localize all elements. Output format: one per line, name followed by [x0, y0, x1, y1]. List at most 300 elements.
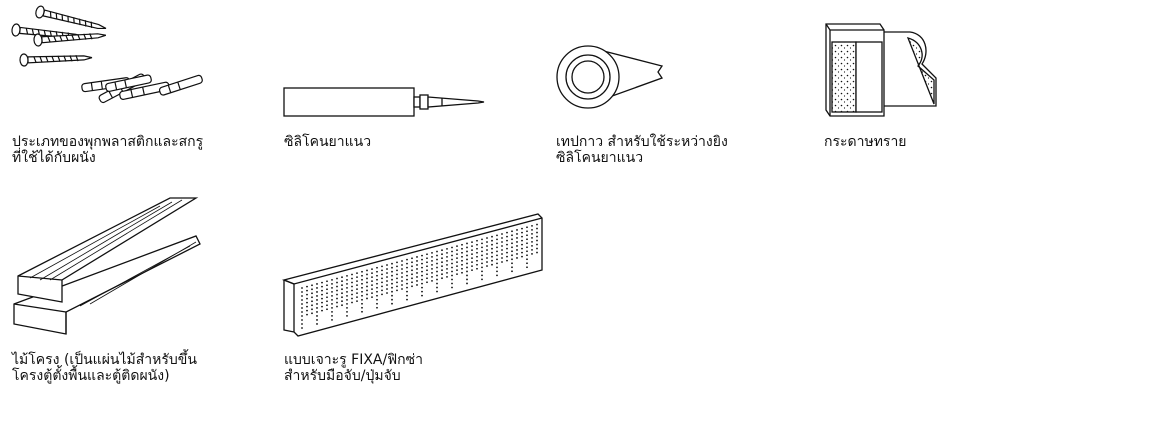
template-hole	[506, 252, 508, 254]
template-hole	[301, 287, 303, 289]
template-hole	[431, 256, 433, 258]
template-hole	[446, 276, 448, 278]
template-hole	[431, 268, 433, 270]
template-hole	[351, 282, 353, 284]
template-hole	[416, 256, 418, 258]
template-hole	[471, 253, 473, 255]
template-hole	[361, 311, 363, 313]
template-hole	[536, 244, 538, 246]
template-hole	[396, 273, 398, 275]
template-hole	[426, 261, 428, 263]
template-hole	[501, 245, 503, 247]
template-hole	[431, 252, 433, 254]
template-hole	[346, 291, 348, 293]
template-hole	[366, 290, 368, 292]
template-hole	[336, 302, 338, 304]
template-hole	[536, 224, 538, 226]
template-hole	[341, 280, 343, 282]
template-hole	[321, 306, 323, 308]
drilling-template-icon	[282, 212, 546, 338]
template-hole	[526, 230, 528, 232]
template-hole	[511, 250, 513, 252]
template-hole	[326, 296, 328, 298]
template-hole	[301, 315, 303, 317]
template-hole	[356, 300, 358, 302]
template-hole	[366, 278, 368, 280]
template-hole	[406, 267, 408, 269]
template-hole	[366, 286, 368, 288]
template-hole	[486, 253, 488, 255]
template-hole	[416, 284, 418, 286]
template-hole	[331, 319, 333, 321]
template-hole	[316, 307, 318, 309]
template-hole	[311, 304, 313, 306]
template-hole	[456, 269, 458, 271]
template-hole	[521, 236, 523, 238]
template-hole	[446, 248, 448, 250]
template-hole	[306, 290, 308, 292]
template-hole	[396, 285, 398, 287]
template-hole	[411, 277, 413, 279]
template-hole	[306, 294, 308, 296]
template-hole	[481, 239, 483, 241]
template-hole	[481, 247, 483, 249]
template-hole	[361, 275, 363, 277]
template-hole	[451, 271, 453, 273]
template-hole	[456, 245, 458, 247]
sandpaper-block-icon	[822, 20, 942, 120]
template-hole	[326, 304, 328, 306]
caption-line-1: ประเภทของพุกพลาสติกและสกรู	[12, 134, 204, 150]
template-hole	[451, 247, 453, 249]
template-hole	[446, 252, 448, 254]
template-hole	[346, 303, 348, 305]
template-hole	[406, 299, 408, 301]
template-hole	[501, 249, 503, 251]
template-hole	[411, 261, 413, 263]
template-hole	[426, 269, 428, 271]
template-hole	[486, 237, 488, 239]
template-hole	[486, 249, 488, 251]
caption-line-2: ที่ใช้ได้กับผนัง	[12, 150, 96, 166]
caption-line-1: เทปกาว สำหรับใช้ระหว่างยิง	[556, 134, 728, 150]
template-hole	[456, 265, 458, 267]
template-hole	[516, 257, 518, 259]
template-hole	[471, 261, 473, 263]
template-hole	[391, 291, 393, 293]
template-hole	[471, 269, 473, 271]
template-hole	[531, 253, 533, 255]
template-hole	[421, 295, 423, 297]
template-hole	[436, 287, 438, 289]
template-hole	[421, 259, 423, 261]
template-hole	[316, 303, 318, 305]
template-hole	[301, 299, 303, 301]
template-hole	[526, 234, 528, 236]
template-hole	[301, 319, 303, 321]
template-hole	[441, 269, 443, 271]
template-hole	[456, 257, 458, 259]
template-hole	[391, 275, 393, 277]
template-hole	[341, 304, 343, 306]
template-hole	[416, 268, 418, 270]
template-hole	[376, 267, 378, 269]
template-hole	[401, 264, 403, 266]
template-hole	[451, 267, 453, 269]
template-hole	[341, 300, 343, 302]
template-hole	[406, 275, 408, 277]
template-hole	[536, 240, 538, 242]
template-hole	[376, 283, 378, 285]
template-hole	[531, 245, 533, 247]
template-hole	[386, 284, 388, 286]
template-hole	[511, 266, 513, 268]
template-hole	[426, 265, 428, 267]
template-hole	[341, 292, 343, 294]
template-hole	[496, 250, 498, 252]
template-hole	[356, 280, 358, 282]
template-hole	[316, 311, 318, 313]
template-hole	[336, 278, 338, 280]
template-hole	[386, 268, 388, 270]
template-hole	[301, 311, 303, 313]
template-hole	[351, 290, 353, 292]
template-hole	[461, 248, 463, 250]
template-hole	[376, 291, 378, 293]
template-hole	[516, 249, 518, 251]
template-hole	[526, 242, 528, 244]
template-hole	[441, 253, 443, 255]
template-hole	[406, 283, 408, 285]
template-hole	[416, 280, 418, 282]
template-hole	[381, 294, 383, 296]
template-hole	[526, 266, 528, 268]
template-hole	[491, 264, 493, 266]
template-hole	[476, 256, 478, 258]
template-hole	[361, 279, 363, 281]
template-hole	[496, 270, 498, 272]
template-hole	[316, 283, 318, 285]
template-hole	[496, 254, 498, 256]
template-hole	[451, 279, 453, 281]
template-hole	[521, 248, 523, 250]
template-hole	[436, 283, 438, 285]
template-hole	[491, 236, 493, 238]
template-hole	[356, 296, 358, 298]
template-hole	[371, 272, 373, 274]
template-hole	[361, 283, 363, 285]
template-hole	[461, 252, 463, 254]
template-hole	[351, 302, 353, 304]
caption-line-1: ไม้โครง (เป็นแผ่นไม้สำหรับขึ้น	[12, 352, 197, 368]
template-hole	[411, 257, 413, 259]
template-hole	[341, 296, 343, 298]
template-hole	[406, 279, 408, 281]
template-hole	[411, 269, 413, 271]
template-hole	[336, 290, 338, 292]
template-hole	[481, 263, 483, 265]
template-hole	[526, 254, 528, 256]
template-hole	[366, 270, 368, 272]
template-hole	[421, 291, 423, 293]
template-hole	[391, 299, 393, 301]
template-hole	[331, 311, 333, 313]
template-hole	[376, 303, 378, 305]
template-hole	[501, 253, 503, 255]
template-hole	[326, 284, 328, 286]
template-hole	[491, 260, 493, 262]
template-hole	[371, 280, 373, 282]
template-hole	[441, 257, 443, 259]
template-hole	[386, 264, 388, 266]
template-hole	[361, 271, 363, 273]
template-hole	[386, 280, 388, 282]
template-hole	[346, 307, 348, 309]
template-hole	[511, 234, 513, 236]
template-hole	[381, 278, 383, 280]
template-hole	[371, 292, 373, 294]
template-hole	[326, 288, 328, 290]
template-hole	[326, 280, 328, 282]
template-hole	[376, 299, 378, 301]
template-hole	[516, 241, 518, 243]
template-hole	[511, 254, 513, 256]
template-hole	[461, 260, 463, 262]
template-hole	[466, 283, 468, 285]
template-hole	[481, 275, 483, 277]
template-hole	[366, 274, 368, 276]
template-hole	[336, 306, 338, 308]
template-hole	[521, 240, 523, 242]
template-hole	[516, 233, 518, 235]
template-hole	[381, 270, 383, 272]
template-hole	[331, 283, 333, 285]
template-hole	[406, 295, 408, 297]
template-hole	[481, 251, 483, 253]
template-hole	[326, 292, 328, 294]
template-hole	[461, 268, 463, 270]
template-hole	[451, 263, 453, 265]
template-hole	[436, 259, 438, 261]
template-hole	[451, 283, 453, 285]
template-hole	[306, 286, 308, 288]
template-hole	[481, 279, 483, 281]
template-hole	[491, 240, 493, 242]
template-hole	[406, 259, 408, 261]
template-hole	[451, 287, 453, 289]
template-hole	[371, 288, 373, 290]
template-hole	[431, 276, 433, 278]
template-hole	[381, 274, 383, 276]
template-hole	[376, 275, 378, 277]
template-hole	[436, 263, 438, 265]
template-hole	[306, 314, 308, 316]
template-hole	[426, 273, 428, 275]
template-hole	[356, 272, 358, 274]
template-hole	[511, 258, 513, 260]
template-hole	[436, 267, 438, 269]
template-hole	[391, 271, 393, 273]
template-hole	[331, 303, 333, 305]
template-hole	[346, 311, 348, 313]
template-hole	[431, 280, 433, 282]
template-hole	[526, 238, 528, 240]
template-hole	[421, 279, 423, 281]
template-hole	[396, 277, 398, 279]
caption-line-2: ซิลิโคนยาแนว	[556, 150, 644, 166]
template-hole	[456, 273, 458, 275]
template-hole	[346, 283, 348, 285]
template-hole	[326, 308, 328, 310]
template-hole	[346, 295, 348, 297]
template-hole	[421, 267, 423, 269]
template-hole	[451, 275, 453, 277]
template-hole	[386, 272, 388, 274]
template-hole	[351, 274, 353, 276]
template-hole	[516, 237, 518, 239]
template-hole	[356, 284, 358, 286]
template-hole	[536, 248, 538, 250]
template-hole	[406, 271, 408, 273]
template-hole	[496, 258, 498, 260]
template-hole	[306, 310, 308, 312]
template-hole	[351, 294, 353, 296]
template-hole	[356, 292, 358, 294]
template-hole	[396, 281, 398, 283]
template-hole	[421, 255, 423, 257]
template-hole	[346, 279, 348, 281]
template-hole	[391, 303, 393, 305]
template-hole	[316, 299, 318, 301]
template-hole	[521, 232, 523, 234]
template-hole	[346, 299, 348, 301]
template-hole	[376, 307, 378, 309]
template-hole	[416, 264, 418, 266]
caption-line-1: แบบเจาะรู FIXA/ฟิกซ่า	[284, 352, 423, 368]
template-hole	[361, 291, 363, 293]
template-hole	[426, 257, 428, 259]
template-hole	[396, 289, 398, 291]
template-hole	[456, 261, 458, 263]
template-hole	[441, 277, 443, 279]
template-hole	[416, 260, 418, 262]
template-hole	[386, 288, 388, 290]
template-hole	[301, 323, 303, 325]
template-hole	[311, 300, 313, 302]
template-hole	[511, 246, 513, 248]
template-hole	[531, 237, 533, 239]
template-hole	[341, 276, 343, 278]
caption-line-1: ซิลิโคนยาแนว	[284, 134, 372, 150]
template-hole	[481, 267, 483, 269]
template-hole	[301, 295, 303, 297]
template-hole	[306, 298, 308, 300]
template-hole	[431, 260, 433, 262]
template-hole	[481, 271, 483, 273]
template-hole	[386, 276, 388, 278]
template-hole	[506, 244, 508, 246]
template-hole	[321, 298, 323, 300]
template-hole	[496, 266, 498, 268]
template-hole	[321, 302, 323, 304]
template-hole	[376, 287, 378, 289]
template-hole	[516, 253, 518, 255]
template-hole	[466, 251, 468, 253]
template-hole	[436, 271, 438, 273]
template-hole	[491, 248, 493, 250]
template-hole	[411, 265, 413, 267]
template-hole	[521, 228, 523, 230]
template-hole	[536, 236, 538, 238]
template-hole	[321, 310, 323, 312]
template-hole	[531, 249, 533, 251]
template-hole	[476, 248, 478, 250]
template-hole	[401, 288, 403, 290]
template-hole	[471, 241, 473, 243]
template-hole	[371, 284, 373, 286]
template-hole	[506, 236, 508, 238]
template-hole	[456, 249, 458, 251]
template-hole	[391, 267, 393, 269]
template-hole	[401, 272, 403, 274]
template-hole	[506, 260, 508, 262]
template-hole	[321, 286, 323, 288]
caption-line-2: โครงตู้ตั้งพื้นและตู้ติดผนัง)	[12, 368, 170, 384]
template-hole	[486, 257, 488, 259]
template-hole	[466, 255, 468, 257]
template-hole	[451, 251, 453, 253]
template-hole	[501, 261, 503, 263]
template-hole	[391, 283, 393, 285]
template-hole	[531, 225, 533, 227]
caption-line-2: สำหรับมือจับ/ปุ่มจับ	[284, 368, 401, 384]
template-hole	[511, 242, 513, 244]
template-hole	[311, 312, 313, 314]
template-hole	[486, 261, 488, 263]
template-hole	[406, 263, 408, 265]
template-hole	[501, 237, 503, 239]
template-hole	[406, 291, 408, 293]
template-hole	[321, 282, 323, 284]
template-hole	[346, 315, 348, 317]
template-hole	[451, 259, 453, 261]
template-hole	[421, 271, 423, 273]
template-hole	[476, 260, 478, 262]
template-hole	[406, 287, 408, 289]
tape-roll-icon	[554, 44, 664, 110]
template-hole	[421, 283, 423, 285]
template-hole	[351, 298, 353, 300]
template-hole	[481, 243, 483, 245]
template-hole	[466, 243, 468, 245]
template-hole	[331, 287, 333, 289]
template-hole	[301, 327, 303, 329]
template-hole	[391, 279, 393, 281]
template-hole	[396, 261, 398, 263]
template-hole	[316, 323, 318, 325]
template-hole	[506, 232, 508, 234]
template-hole	[511, 262, 513, 264]
template-hole	[526, 250, 528, 252]
template-hole	[306, 306, 308, 308]
template-hole	[336, 294, 338, 296]
template-hole	[466, 271, 468, 273]
template-hole	[521, 244, 523, 246]
template-hole	[336, 282, 338, 284]
template-hole	[361, 307, 363, 309]
template-hole	[331, 315, 333, 317]
template-hole	[496, 238, 498, 240]
